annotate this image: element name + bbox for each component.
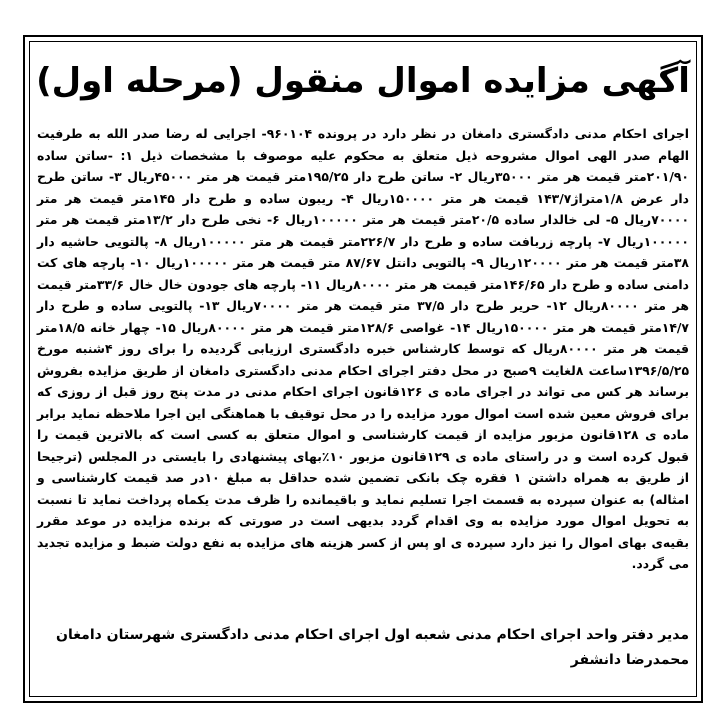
signature-name: محمدرضا دانشفر [570,652,689,668]
notice-frame [23,35,703,703]
signature-title: مدیر دفتر واحد اجرای احکام مدنی شعبه اول اجرای احکام مدنی دادگستری شهرستان دامغان [56,627,689,643]
signature-block [37,623,689,673]
notice-title: آگهی مزایده اموال منقول (مرحله اول) [36,61,690,101]
notice-body: اجرای احکام مدنی دادگستری دامغان در نظر دارد در پرونده ۹۶۰۱۰۴- اجرایی له رضا صدر الله به طرفیت الهام صدر الهی اموال مشروحه ذیل متعلق به محکوم علیه موصوف با مشخصات ذیل ۱: -ساتن ساده ۲۰۱/۹۰متر قیمت هر متر ۳۵۰۰۰ریال ۲- ساتن طرح دار ۱۹۵/۲۵متر قیمت هر متر ۴۵۰۰۰ریال ۳- ساتن طرح دار عرض ۱/۸متراژ۱۴۳/۷ قیمت هر متر ۱۵۰۰۰۰ریال ۴- ریبون ساده و طرح دار ۱۴۵متر قیمت هر متر ۷۰۰۰۰ریال ۵- لی خالدار ساده ۲۰/۵متر قیمت هر متر ۱۰۰۰۰۰ریال ۶- نخی طرح دار ۱۳/۲متر قیمت هر متر ۱۰۰۰۰۰ریال ۷- پارچه زربافت ساده و طرح دار ۲۲۶/۷متر قیمت هر متر ۱۰۰۰۰۰ریال ۸- پالتویی حاشیه دار ۳۸متر قیمت هر متر ۱۲۰۰۰۰ریال ۹- پالتویی دانتل ۸۷/۶۷ متر قیمت هر متر ۱۰۰۰۰۰ریال ۱۰- پارچه های کت دامنی ساده و طرح دار ۱۴۶/۶۵متر قیمت هر متر ۸۰۰۰۰ریال ۱۱- پارچه های جودون خال خال ۳۳/۶متر قیمت هر متر ۸۰۰۰۰ریال ۱۲- حریر طرح دار ۳۷/۵ متر قیمت هر متر ۷۰۰۰۰ریال ۱۳- پالتویی ساده و طرح دار ۱۴/۷متر قیمت هر متر ۱۵۰۰۰۰ریال ۱۴- غواصی ۱۲۸/۶متر قیمت هر متر ۸۰۰۰۰ریال ۱۵- چهار خانه ۱۸/۵متر قیمت هر متر ۸۰۰۰۰ریال که توسط کارشناس خبره دادگستری ارزیابی گردیده را برای روز ۴شنبه مورخ ۱۳۹۶/۵/۲۵ساعت ۸لغایت ۹صبح در محل دفتر اجرای احکام مدنی دادگستری دامغان از طریق مزایده بفروش برساند هر کس می تواند در اجرای ماده ی ۱۲۶قانون اجرای احکام مدنی در مدت پنج روز قبل از روزی که برای فروش معین شده است اموال مورد مزایده را در محل توقیف با هماهنگی این اجرا ملاحظه نماید برابر ماده ی ۱۲۸قانون مزبور مزایده از قیمت کارشناسی و اموال متعلق به کسی است که بالاترین قیمت را قبول کرده است و در راستای ماده ی ۱۲۹قانون مزبور ۱۰٪بهای پیشنهادی را بایستی در المجلس (ترجیحا از طریق به همراه داشتن ۱ فقره چک بانکی تضمین شده حداقل به مبلغ ۱۰در صد قیمت کارشناسی و امثاله) به عنوان سپرده به قسمت اجرا تسلیم نماید و باقیمانده را ظرف مدت یکماه پرداخت نماید تا نسبت به تحویل اموال مورد مزایده به وی اقدام گردد بدیهی است در صورتی که برنده مزایده در موعد مقرر بقیه‌ی بهای اموال را نیز دارد سپرده ی او پس از کسر هزینه های مزایده به نفع دولت ضبط و مزایده تجدید می گردد. [37,126,690,571]
